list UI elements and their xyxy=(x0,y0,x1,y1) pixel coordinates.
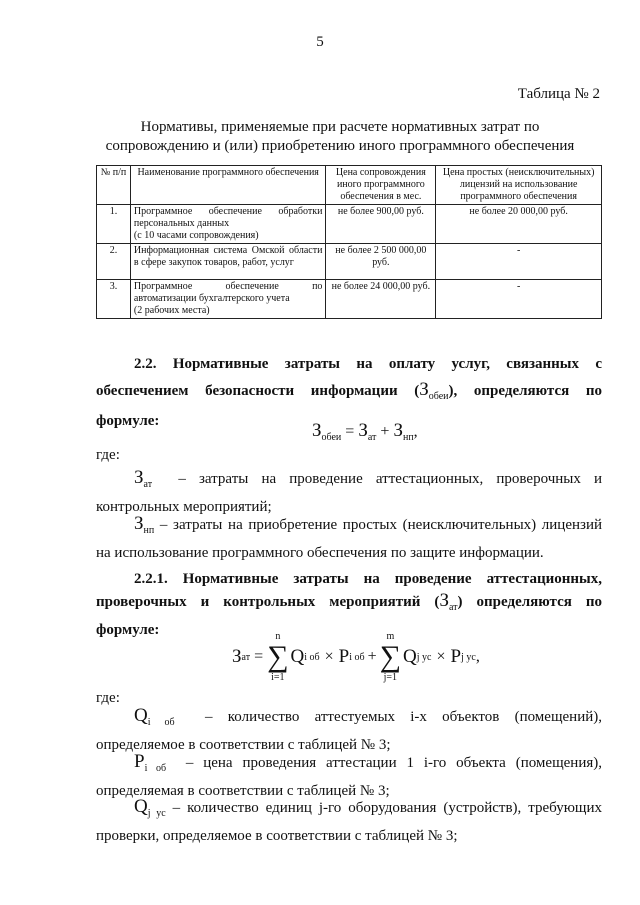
row-name-note: (с 10 часами сопровождения) xyxy=(133,230,259,241)
header-name: Наименование программного обеспечения xyxy=(130,166,326,205)
row-name-note: (2 рабочих места) xyxy=(133,305,210,316)
table-label: Таблица № 2 xyxy=(517,86,600,102)
row-license-price: - xyxy=(436,244,602,280)
header-license-price: Цена простых (неисключительных) лицензий на использование программного обеспечения xyxy=(436,166,602,205)
row-num: 1. xyxy=(97,205,131,244)
row-support-price: не более 24 000,00 руб. xyxy=(326,280,436,319)
table-row xyxy=(97,244,602,280)
where-label-2: где: xyxy=(96,690,120,706)
norms-table xyxy=(96,165,602,319)
row-name: Информационная система Омской области в сфере закупок товаров, работ, услуг xyxy=(133,245,323,268)
sum-i: n ∑ i=1 xyxy=(267,631,289,683)
sum-j: m ∑ j=1 xyxy=(379,631,402,683)
row-support-price: не более 2 500 000,00 руб. xyxy=(326,244,436,280)
row-name: Программное обеспечение по автоматизации бухгалтерского учета xyxy=(133,281,323,304)
table-header-row xyxy=(97,166,602,205)
definition-p-i-ob: $P_{i об}$ – цена проведения аттестации 1 i-го объекта (помещения), определяемая в соответствии с таблицей № 3; xyxy=(96,751,602,799)
section-2-2-1-heading: 2.2.1. Нормативные затраты на проведение аттестационных, проверочных и контрольных мероприятий $(З_{ат})$ определяются по формуле: xyxy=(96,571,603,638)
definition-q-i-ob: $Q_{i об}$ – количество аттестуемых i-х объектов (помещений), определяемое в соответствии с таблицей № 3; xyxy=(96,705,602,753)
definition-z-np: $З_{нп}$ – затраты на приобретение простых (неисключительных) лицензий на использование программного обеспечения по защите информации. xyxy=(96,513,602,561)
row-num: 2. xyxy=(97,244,131,280)
row-name-cell xyxy=(130,280,326,319)
where-label-1: где: xyxy=(96,447,120,463)
row-num: 3. xyxy=(97,280,131,319)
table-title-line-1: Нормативы, применяемые при расчете нормативных затрат по xyxy=(140,119,540,135)
table-title-line-2: сопровождению и (или) приобретению иного программного обеспечения xyxy=(105,138,575,154)
row-name-cell xyxy=(130,244,326,280)
formula-zobei: $З_{обеи} = З_{ат} + З_{нп}$, xyxy=(312,420,418,443)
table-row xyxy=(97,280,602,319)
header-num: № п/п xyxy=(97,166,131,205)
formula-zat: З ат = n ∑ i=1 Q i об × P i об + m ∑ j=1 Q j ус × P j ус , xyxy=(232,631,480,683)
row-name: Программное обеспечение обработки персональных данных xyxy=(133,206,323,229)
definition-q-j-us: $Q_{j ус}$ – количество единиц j-го оборудования (устройств), требующих проверки, определяемое в соответствии с таблицей № 3; xyxy=(96,796,602,844)
section-2-2-heading: 2.2. Нормативные затраты на оплату услуг, связанных с обеспечением безопасности информации $(З_{обеи})$, определяются по формуле: xyxy=(96,356,602,429)
table-title xyxy=(90,118,590,156)
row-license-price: - xyxy=(436,280,602,319)
row-name-cell xyxy=(130,205,326,244)
row-license-price: не более 20 000,00 руб. xyxy=(436,205,602,244)
row-support-price: не более 900,00 руб. xyxy=(326,205,436,244)
definition-z-at: $З_{ат}$ – затраты на проведение аттестационных, проверочных и контрольных мероприятий; xyxy=(96,467,602,515)
table-row xyxy=(97,205,602,244)
header-support-price: Цена сопровождения иного программного обеспечения в мес. xyxy=(326,166,436,205)
page-number: 5 xyxy=(316,34,324,50)
